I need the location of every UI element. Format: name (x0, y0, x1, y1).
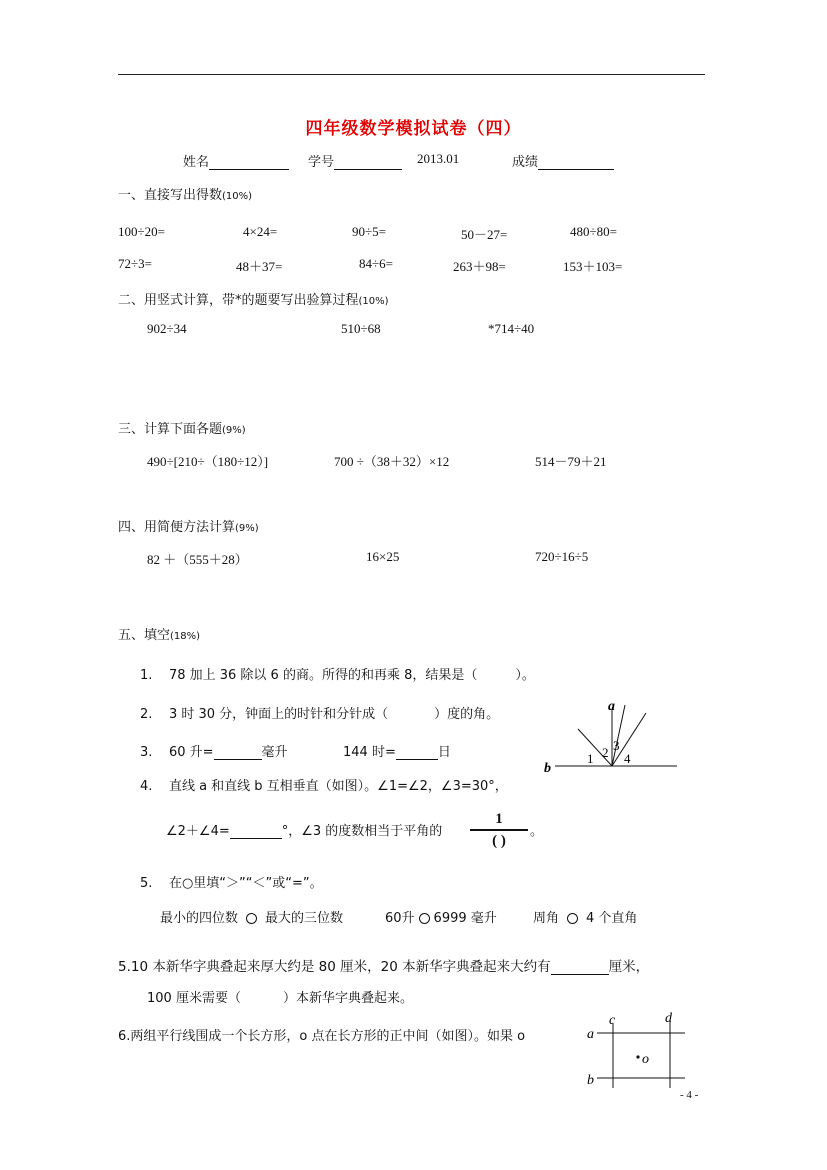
calc-item: 84÷6= (359, 256, 393, 271)
rectangle-question: 6.两组平行线围成一个长方形，o 点在长方形的正中间（如图）。如果 o (118, 1029, 526, 1044)
calc-item: 48＋37= (236, 259, 283, 274)
expression-item: 700 ÷（38＋32）×12 (334, 454, 450, 469)
fill-question-4-line2 (166, 820, 442, 839)
calc-item: 90÷5= (352, 224, 386, 239)
name-blank[interactable] (209, 156, 289, 170)
unit-label: 毫升 (261, 745, 288, 760)
header-rule (118, 74, 705, 75)
section-2-percent: (10%) (358, 296, 389, 307)
simplify-item: 720÷16÷5 (535, 549, 589, 564)
section-3-percent: (9%) (222, 425, 246, 436)
vertical-calc-item: 902÷34 (147, 321, 187, 336)
unit-label: 日 (437, 745, 451, 760)
section-5-title: 五、填空 (118, 628, 171, 643)
label-a: a (608, 699, 615, 714)
question-text: 78 加上 36 除以 6 的商。所得的和再乘 8，结果是（ (168, 668, 478, 683)
compare-circle[interactable] (567, 913, 578, 924)
calc-item: 263＋98= (453, 259, 506, 274)
compare-item: 60升 (385, 911, 415, 926)
simplify-item: 82 ＋（555＋28） (147, 552, 248, 567)
calc-item: 153＋103= (563, 259, 623, 274)
label-a: a (587, 1027, 594, 1042)
question-text: 厘米， (608, 959, 650, 975)
section-4-heading (118, 516, 259, 535)
fill-question-4 (140, 775, 508, 794)
fill-question-5 (140, 872, 323, 891)
page-number: - 4 - (680, 1089, 699, 1101)
rectangle-figure (583, 1008, 693, 1090)
question-number: 3. (140, 745, 153, 760)
angle-4-label: 4 (624, 751, 631, 766)
fraction (470, 810, 528, 850)
score-label: 成绩 (512, 155, 539, 170)
section-3-heading (118, 418, 246, 437)
expression-item: 490÷[210÷（180÷12）] (147, 454, 269, 469)
question-text-end: 。 (530, 824, 544, 839)
vertical-calc-item: 510÷68 (341, 321, 381, 336)
dictionary-question-line2 (147, 987, 413, 1006)
section-5-heading (118, 624, 200, 643)
compare-circle[interactable] (246, 913, 257, 924)
score-blank[interactable] (538, 156, 614, 170)
calc-item: 100÷20= (118, 224, 165, 239)
question-text: °，∠3 的度数相当于平角的 (281, 824, 443, 839)
question-number: 1. (140, 668, 153, 683)
calc-item: 4×24= (243, 224, 278, 239)
name-label: 姓名 (183, 155, 210, 170)
compare-circle[interactable] (419, 913, 430, 924)
fill-question-1 (140, 664, 535, 683)
section-5-percent: (18%) (170, 631, 201, 642)
fraction-denominator[interactable]: ( ) (492, 833, 506, 849)
id-blank[interactable] (334, 156, 402, 170)
label-b: b (587, 1073, 594, 1088)
angle-2-label: 2 (602, 745, 609, 760)
question-number: 2. (140, 707, 153, 722)
question-text: 在○里填“＞”“＜”或“=”。 (168, 876, 323, 891)
section-1-percent: (10%) (222, 191, 253, 202)
question-text: ）本新华字典叠起来。 (282, 991, 413, 1006)
section-1-heading (118, 184, 252, 203)
label-b: b (544, 761, 551, 776)
question-text: 直线 a 和直线 b 互相垂直（如图）。∠1=∠2，∠3=30°， (168, 779, 508, 794)
answer-blank[interactable] (551, 961, 609, 975)
compare-item: 周角 (533, 911, 560, 926)
answer-blank[interactable] (396, 746, 438, 760)
fill-question-2 (140, 703, 499, 722)
angle-figure (540, 695, 685, 780)
section-2-title: 二、用竖式计算，带*的题要写出验算过程 (118, 293, 359, 308)
answer-blank[interactable] (214, 746, 262, 760)
question-text: ∠2＋∠4= (166, 824, 230, 839)
vertical-calc-item: *714÷40 (488, 321, 535, 336)
point-o (636, 1055, 639, 1058)
score-field (512, 151, 614, 170)
dictionary-question (118, 955, 649, 975)
question-text: 5.10 本新华字典叠起来厚大约是 80 厘米，20 本新华字典叠起来大约有 (118, 959, 551, 975)
page-title: 四年级数学模拟试卷（四） (305, 119, 522, 139)
compare-item: 6999 毫升 (433, 911, 497, 926)
id-label: 学号 (308, 155, 335, 170)
question-text: 3 时 30 分，钟面上的时针和分针成（ (168, 707, 389, 722)
section-4-percent: (9%) (235, 523, 259, 534)
fill-question-3b (343, 741, 451, 760)
question-text-end: ）。 (515, 668, 535, 683)
fraction-numerator: 1 (495, 811, 503, 827)
section-3-title: 三、计算下面各题 (118, 422, 223, 437)
section-1-title: 一、直接写出得数 (118, 188, 223, 203)
question-text: 100 厘米需要（ (147, 991, 241, 1006)
answer-blank[interactable] (230, 825, 282, 839)
name-field (183, 151, 289, 170)
calc-item: 72÷3= (118, 256, 152, 271)
question-number: 5. (140, 876, 153, 891)
question-text: 144 时= (343, 745, 396, 760)
question-text-end: ）度的角。 (434, 707, 500, 722)
label-c: c (609, 1013, 616, 1028)
label-o: o (642, 1052, 649, 1067)
compare-item: 最小的四位数 (160, 911, 239, 926)
compare-row (385, 907, 497, 926)
angle-1-label: 1 (587, 751, 594, 766)
simplify-item: 16×25 (366, 549, 400, 564)
compare-row (160, 907, 343, 926)
compare-row (533, 907, 637, 926)
expression-item: 514－79＋21 (535, 454, 607, 469)
label-d: d (665, 1011, 672, 1026)
id-field (308, 151, 402, 170)
angle-3-label: 3 (613, 738, 620, 753)
question-number: 4. (140, 779, 153, 794)
compare-item: 最大的三位数 (265, 911, 344, 926)
compare-item: 4 个直角 (586, 911, 638, 926)
section-4-title: 四、用简便方法计算 (118, 520, 236, 535)
calc-item: 480÷80= (570, 224, 617, 239)
fraction-bar (470, 829, 528, 831)
calc-item: 50－27= (461, 227, 508, 242)
fill-question-3 (140, 741, 288, 760)
section-2-heading (118, 289, 389, 308)
exam-date: 2013.01 (417, 151, 460, 166)
question-text: 60 升= (168, 745, 214, 760)
